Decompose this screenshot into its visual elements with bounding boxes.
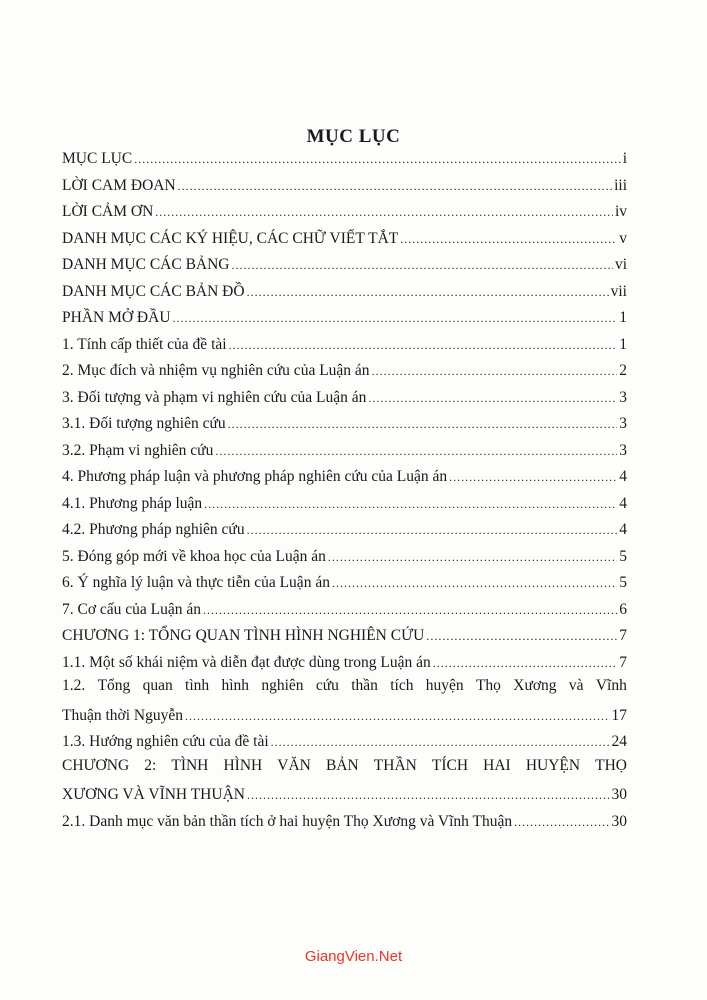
dot-leader <box>204 497 617 511</box>
toc-entry[interactable] <box>62 304 627 328</box>
toc-entry-page: 6 <box>619 600 627 618</box>
toc-entry[interactable] <box>62 172 627 196</box>
toc-entry[interactable] <box>62 543 627 567</box>
toc-entry-label: LỜI CAM ĐOAN <box>62 176 176 194</box>
toc-entry-label: 3.1. Đối tượng nghiên cứu <box>62 415 226 432</box>
toc-entry-page: 7 <box>619 627 627 644</box>
toc-entry[interactable] <box>62 569 627 593</box>
dot-leader <box>173 311 618 325</box>
toc-entry-label: DANH MỤC CÁC KÝ HIỆU, CÁC CHỮ VIẾT TẮT <box>62 229 399 247</box>
dot-leader <box>185 709 610 723</box>
dot-leader <box>328 550 617 564</box>
dot-leader <box>247 523 618 537</box>
toc-title: MỤC LỤC <box>306 126 401 147</box>
toc-entry[interactable] <box>62 516 627 540</box>
toc-entry-label: 7. Cơ cấu của Luận án <box>62 600 202 618</box>
toc-entry-page: 3 <box>619 415 627 432</box>
toc-entry-label: XƯƠNG VÀ VĨNH THUẬN <box>62 786 245 803</box>
toc-entry-label: 1.1. Một số khái niệm và diễn đạt được dùng trong Luận án <box>62 653 431 671</box>
toc-entry[interactable] <box>62 410 627 434</box>
toc-entry-label: 6. Ý nghĩa lý luận và thực tiễn của Luận án <box>62 574 330 591</box>
dot-leader <box>368 391 617 405</box>
toc-entry-page: iv <box>614 203 627 220</box>
toc-entry-label: 5. Đóng góp mới về khoa học của Luận án <box>62 547 326 565</box>
toc-entry-page: 24 <box>611 733 627 750</box>
toc-entry-label: 1. Tính cấp thiết của đề tài <box>62 335 227 353</box>
toc-entry[interactable] <box>62 251 627 275</box>
toc-entry-label: 3. Đối tượng và phạm vi nghiên cứu của Luận án <box>62 388 367 406</box>
toc-entry[interactable] <box>62 437 627 461</box>
toc-entry[interactable] <box>62 622 627 646</box>
dot-leader <box>426 629 617 643</box>
toc-entry[interactable] <box>62 331 627 355</box>
dot-leader <box>400 232 617 246</box>
toc-entry-line1: CHƯƠNG 2: TÌNH HÌNH VĂN BẢN THẦN TÍCH HAI HUYỆN THỌ <box>62 756 627 774</box>
dot-leader <box>514 815 609 829</box>
toc-entry-label: PHẦN MỞ ĐẦU <box>62 309 171 326</box>
toc-entry-page: 3 <box>619 441 627 459</box>
toc-entry-page: v <box>619 229 627 247</box>
toc-entry-label: 4.2. Phương pháp nghiên cứu <box>62 521 245 538</box>
toc-entry-page: iii <box>614 176 627 194</box>
toc-entry-page: 5 <box>619 547 627 565</box>
toc-entry-label: 3.2. Phạm vi nghiên cứu <box>62 441 214 459</box>
dot-leader <box>215 444 617 458</box>
toc-entry[interactable] <box>62 357 627 381</box>
toc-entry-page: 30 <box>611 786 627 803</box>
toc-entry-page: 30 <box>611 812 627 830</box>
toc-entry[interactable] <box>62 728 627 752</box>
toc-entry[interactable] <box>62 145 627 169</box>
toc-entry-label: 4.1. Phương pháp luận <box>62 494 203 512</box>
dot-leader <box>271 735 610 749</box>
toc-entry-label: 1.3. Hướng nghiên cứu của đề tài <box>62 733 269 750</box>
toc-entry-line1: 1.2. Tổng quan tình hình nghiên cứu thần tích huyện Thọ Xương và Vĩnh <box>62 677 627 694</box>
toc-entry-label: CHƯƠNG 1: TỔNG QUAN TÌNH HÌNH NGHIÊN CỨU <box>62 627 425 644</box>
toc-entry-label: 2. Mục đích và nhiệm vụ nghiên cứu của Luận án <box>62 362 370 379</box>
toc-entry-label: 4. Phương pháp luận và phương pháp nghiên cứu của Luận án <box>62 468 448 485</box>
dot-leader <box>229 338 618 352</box>
toc-entry[interactable] <box>62 702 627 726</box>
toc-entry-page: 4 <box>619 494 627 512</box>
toc-entry-page: 4 <box>619 468 627 485</box>
toc-entry[interactable] <box>62 278 627 302</box>
toc-entry-page: 17 <box>611 706 627 724</box>
toc-entry[interactable] <box>62 463 627 487</box>
dot-leader <box>247 788 610 802</box>
toc-entry-page: vi <box>614 256 627 273</box>
toc-entry-page: 1 <box>619 335 627 353</box>
toc-entry-label: DANH MỤC CÁC BẢNG <box>62 256 230 273</box>
dot-leader <box>433 656 618 670</box>
toc-entry-label: DANH MỤC CÁC BẢN ĐỒ <box>62 282 245 300</box>
toc-entry-label: LỜI CẢM ƠN <box>62 203 154 220</box>
toc-entry[interactable] <box>62 384 627 408</box>
dot-leader <box>247 285 609 299</box>
toc-entry[interactable] <box>62 198 627 222</box>
dot-leader <box>232 258 613 272</box>
toc-entry-label: Thuận thời Nguyễn <box>62 706 183 724</box>
dot-leader <box>203 603 617 617</box>
toc-entry-page: 3 <box>619 388 627 406</box>
toc-entry[interactable] <box>62 225 627 249</box>
dot-leader <box>155 205 613 219</box>
dot-leader <box>332 576 617 590</box>
toc-entry[interactable] <box>62 649 627 673</box>
toc-entry[interactable] <box>62 808 627 832</box>
toc-entry[interactable] <box>62 596 627 620</box>
toc-entry[interactable] <box>62 490 627 514</box>
watermark: GiangVien.Net <box>304 948 403 965</box>
toc-entry-label: 2.1. Danh mục văn bản thần tích ở hai huyện Thọ Xương và Vĩnh Thuận <box>62 812 513 830</box>
toc-entry-page: 1 <box>619 309 627 326</box>
dot-leader <box>449 470 617 484</box>
dot-leader <box>178 179 612 193</box>
toc-entry-page: vii <box>610 282 627 300</box>
toc-entry-label: MỤC LỤC <box>62 150 133 167</box>
toc-entry-page: 2 <box>619 362 627 379</box>
toc-entry-page: 4 <box>619 521 627 538</box>
toc-entry-page: i <box>622 150 627 167</box>
dot-leader <box>228 417 618 431</box>
toc-entry-page: 7 <box>619 653 627 671</box>
dot-leader <box>372 364 618 378</box>
toc-entry[interactable] <box>62 781 627 805</box>
toc-entry-page: 5 <box>619 574 627 591</box>
dot-leader <box>134 152 620 166</box>
